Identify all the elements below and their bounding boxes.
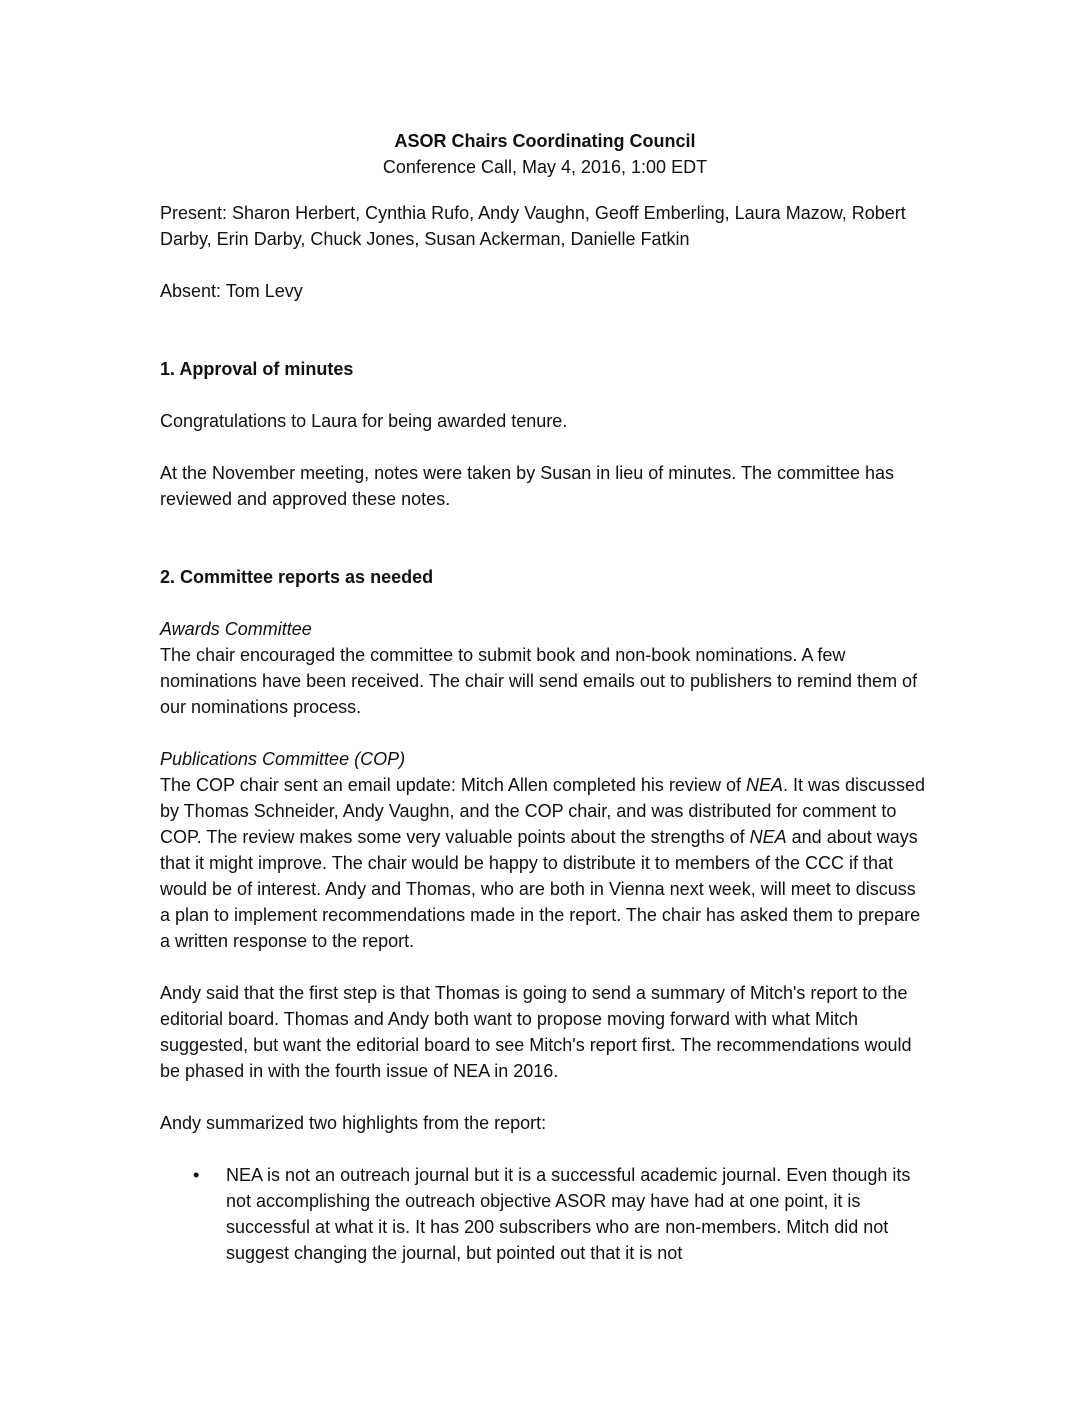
- list-item: [160, 1162, 930, 1266]
- document-subtitle: Conference Call, May 4, 2016, 1:00 EDT: [382, 157, 708, 177]
- list-item-text: NEA is not an outreach journal but it is a successful academic journal. Even though its not accomplishing the outreach objective ASOR may have had at one point, it is successful at what it is. It has 200 subscribers who are non-members. Mitch did not suggest changing the journal, but pointed out that it is not: [226, 1165, 911, 1263]
- publications-committee-block: [160, 746, 930, 954]
- publications-paragraph-3: Andy summarized two highlights from the report:: [160, 1113, 547, 1133]
- awards-committee-title: Awards Committee: [160, 619, 312, 639]
- bullet-icon: •: [193, 1165, 200, 1185]
- document-title: ASOR Chairs Coordinating Council: [394, 131, 696, 151]
- awards-committee-text: The chair encouraged the committee to submit book and non-book nominations. A few nominations have been received. The chair will send emails out to publishers to remind them of our nominations process.: [160, 645, 918, 717]
- minutes-paragraph-2: At the November meeting, notes were taken by Susan in lieu of minutes. The committee has reviewed and approved these notes.: [160, 463, 895, 509]
- publications-text-part-3: and about ways that it might improve. The chair would be happy to distribute it to members of the CCC if that would be of interest. Andy and Thomas, who are both in Vienna next week, will meet to discuss a plan to implement recommendations made in the report. The chair has asked them to prepare a written response to the report.: [160, 827, 921, 951]
- nea-italic-2: NEA: [749, 827, 787, 847]
- publications-text-part-1: The COP chair sent an email update: Mitch Allen completed his review of: [160, 775, 746, 795]
- absent-list: Absent: Tom Levy: [160, 281, 303, 301]
- section-heading-committee-reports: 2. Committee reports as needed: [160, 567, 434, 587]
- document-header: [160, 128, 930, 180]
- awards-committee-block: [160, 616, 930, 720]
- minutes-paragraph-1: Congratulations to Laura for being awarded tenure.: [160, 411, 568, 431]
- publications-committee-title: Publications Committee (COP): [160, 749, 406, 769]
- publications-paragraph-2: Andy said that the first step is that Thomas is going to send a summary of Mitch's report to the editorial board. Thomas and Andy both want to propose moving forward with what Mitch suggested, but want the editorial board to see Mitch's report first. The recommendations would be phased in with the fourth issue of NEA in 2016.: [160, 983, 912, 1081]
- highlights-list: [160, 1162, 930, 1266]
- nea-italic-1: NEA: [745, 775, 783, 795]
- publications-text-part-2: . It was discussed by Thomas Schneider, Andy Vaughn, and the COP chair, and was distributed for comment to COP. The review makes some very valuable points about the strengths of: [160, 775, 926, 847]
- section-heading-minutes: 1. Approval of minutes: [160, 359, 354, 379]
- document-page: [160, 128, 930, 1266]
- present-list: Present: Sharon Herbert, Cynthia Rufo, Andy Vaughn, Geoff Emberling, Laura Mazow, Robert Darby, Erin Darby, Chuck Jones, Susan Ackerman, Danielle Fatkin: [160, 203, 906, 249]
